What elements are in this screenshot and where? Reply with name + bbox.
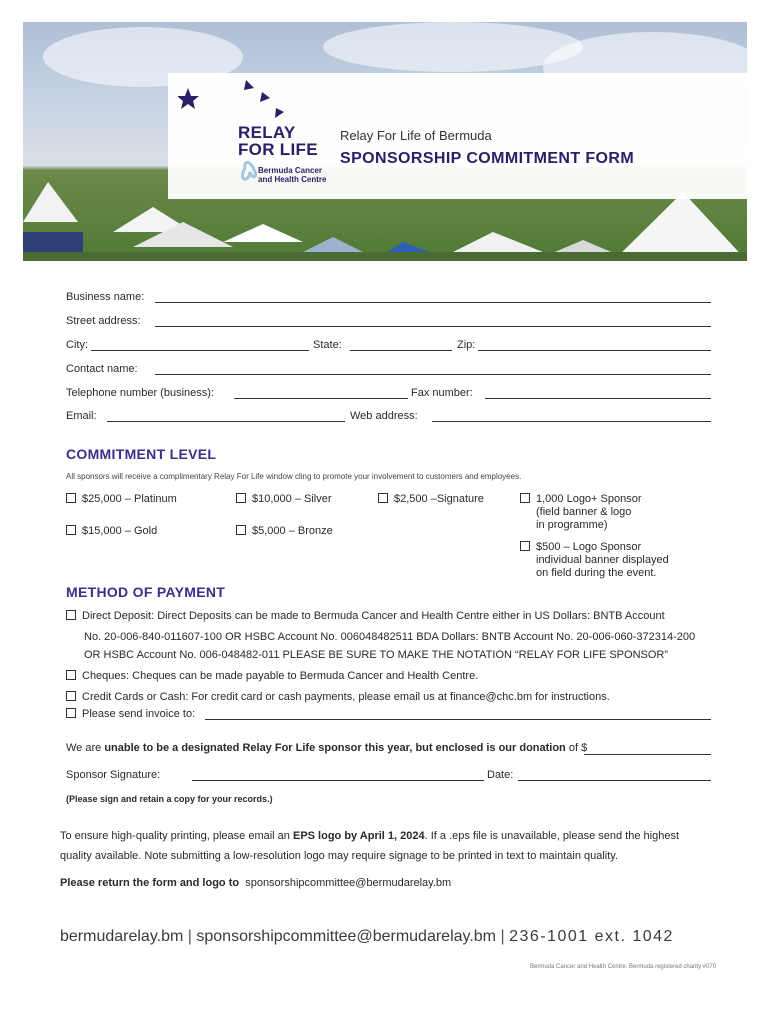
zip-label: Zip: (457, 339, 476, 351)
printing-line1: To ensure high-quality printing, please email an EPS logo by April 1, 2024. If a .eps file is unavailable, please send the highest (60, 830, 680, 842)
logo-partner: Bermuda Cancer and Health Centre (258, 166, 327, 184)
checkbox[interactable] (66, 708, 76, 718)
payment-cards[interactable]: Credit Cards or Cash: For credit card or cash payments, please email us at finance@chc.bm for instructions. (66, 691, 610, 703)
signature-field[interactable] (192, 780, 484, 781)
fax-field[interactable] (485, 398, 711, 399)
option-logo-500[interactable]: $500 – Logo Sponsor individual banner displayed on field during the event. (520, 541, 669, 580)
fax-label: Fax number: (411, 387, 473, 399)
org-title: Relay For Life of Bermuda (340, 128, 492, 143)
street-address-label: Street address: (66, 315, 141, 327)
option-signature[interactable]: $2,500 –Signature (378, 493, 484, 505)
return-email[interactable]: sponsorshipcommittee@bermudarelay.bm (245, 877, 452, 889)
option-logo-plus[interactable]: 1,000 Logo+ Sponsor (field banner & logo in programme) (520, 493, 642, 532)
checkbox[interactable] (378, 493, 388, 503)
printing-line2: quality available. Note submitting a low-resolution logo may require signage to be printed in text to maintain quality. (60, 850, 619, 862)
city-label: City: (66, 339, 88, 351)
form-title: SPONSORSHIP COMMITMENT FORM (340, 150, 635, 167)
checkbox[interactable] (66, 493, 76, 503)
web-label: Web address: (350, 410, 418, 422)
footer-email[interactable]: sponsorshipcommittee@bermudarelay.bm (196, 928, 496, 945)
donation-amount-field[interactable] (584, 754, 711, 755)
payment-invoice[interactable]: Please send invoice to: (66, 708, 195, 720)
footer-phone: 236-1001 ext. 1042 (509, 928, 674, 945)
checkbox[interactable] (520, 493, 530, 503)
date-label: Date: (487, 769, 514, 781)
unable-statement: We are unable to be a designated Relay For Life sponsor this year, but enclosed is our donation of $ (66, 742, 588, 754)
state-field[interactable] (350, 350, 452, 351)
direct-deposit-line3: OR HSBC Account No. 006-048482-011 PLEASE BE SURE TO MAKE THE NOTATION “RELAY FOR LIFE SPONSOR” (84, 649, 669, 661)
business-name-label: Business name: (66, 291, 145, 303)
commitment-title: COMMITMENT LEVEL (66, 446, 217, 462)
logo-line1: RELAY (238, 123, 296, 142)
city-field[interactable] (91, 350, 309, 351)
email-label: Email: (66, 410, 97, 422)
business-name-field[interactable] (155, 302, 711, 303)
street-address-field[interactable] (155, 326, 711, 327)
contact-name-field[interactable] (155, 374, 711, 375)
telephone-field[interactable] (234, 398, 408, 399)
checkbox[interactable] (66, 525, 76, 535)
checkbox[interactable] (520, 541, 530, 551)
checkbox[interactable] (236, 493, 246, 503)
telephone-label: Telephone number (business): (66, 387, 214, 399)
date-field[interactable] (518, 780, 711, 781)
payment-cheques[interactable]: Cheques: Cheques can be made payable to Bermuda Cancer and Health Centre. (66, 670, 478, 682)
invoice-field[interactable] (205, 719, 711, 720)
checkbox[interactable] (236, 525, 246, 535)
option-silver[interactable]: $10,000 – Silver (236, 493, 332, 505)
contact-name-label: Contact name: (66, 363, 138, 375)
charity-note: Bermuda Cancer and Health Centre, Bermuda registered charity #070 (530, 964, 717, 970)
payment-direct-deposit[interactable]: Direct Deposit: Direct Deposits can be made to Bermuda Cancer and Health Centre either in US Dollars: BNTB Account (66, 610, 665, 622)
signature-note: (Please sign and retain a copy for your records.) (66, 794, 273, 804)
option-bronze[interactable]: $5,000 – Bronze (236, 525, 333, 537)
option-gold[interactable]: $15,000 – Gold (66, 525, 157, 537)
checkbox[interactable] (66, 691, 76, 701)
payment-title: METHOD OF PAYMENT (66, 584, 226, 600)
web-field[interactable] (432, 421, 711, 422)
logo-line2: FOR LIFE (238, 140, 318, 159)
direct-deposit-line2: No. 20-006-840-011607-100 OR HSBC Account No. 006048482511 BDA Dollars: BNTB Account No. 20-006-060-372314-200 (84, 631, 696, 643)
return-instructions: Please return the form and logo to sponsorshipcommittee@bermudarelay.bm (60, 877, 452, 889)
footer-site[interactable]: bermudarelay.bm (60, 928, 184, 945)
footer-contact: bermudarelay.bm | sponsorshipcommittee@bermudarelay.bm | 236-1001 ext. 1042 (60, 928, 674, 945)
commitment-note: All sponsors will receive a complimentary Relay For Life window cling to promote your involvement to customers and employees. (66, 472, 522, 481)
checkbox[interactable] (66, 610, 76, 620)
checkbox[interactable] (66, 670, 76, 680)
zip-field[interactable] (478, 350, 711, 351)
option-platinum[interactable]: $25,000 – Platinum (66, 493, 177, 505)
signature-label: Sponsor Signature: (66, 769, 161, 781)
email-field[interactable] (107, 421, 345, 422)
state-label: State: (313, 339, 342, 351)
